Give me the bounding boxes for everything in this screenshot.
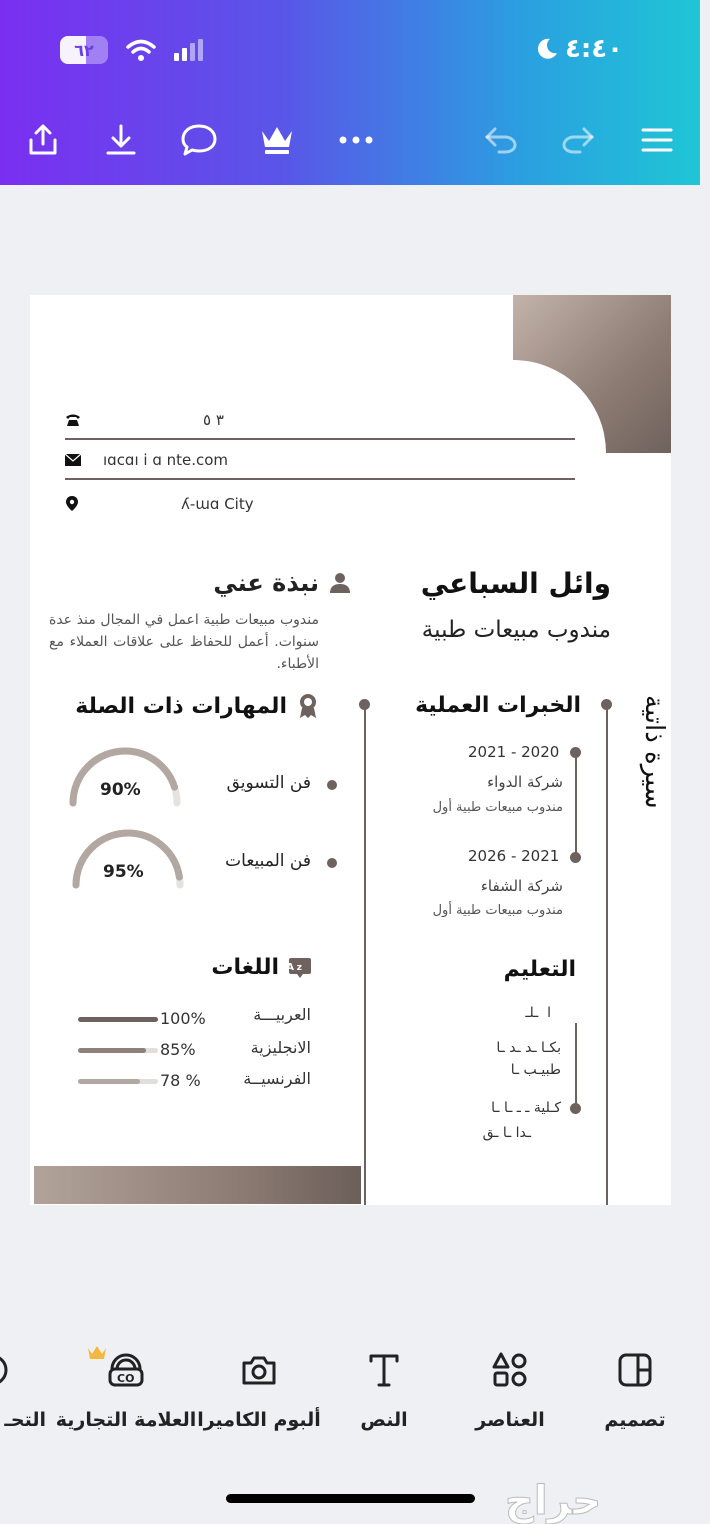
download-icon[interactable] bbox=[99, 118, 143, 162]
education-dot bbox=[570, 1103, 581, 1114]
resume-canvas[interactable]: ٣ ٥ ıɑcɑı i ɑ nte.com ʎ-ɯɑ City وائل السباعي مندوب مبيعات طبية نبذة عني مندوب مبيعات طبية اعمل في المجال منذ عدة سنوات. أعمل للحفاظ على علاقات العملاء مع الأطباء. سيرة ذاتية الخبرات العملية 2021 - 2020 شركة الدواء مندوب مبيعات طبية أول 2026 - 2021 شركة الشفاء مندوب مبيعات طبية أول التعليم ا ‌ ـلـ بكـا ـد ـد ـا طبيـب ـا كـلية ـ ـ ـا ـا ـدا ـا ـق المهارات ذات الصلة فن التسويق 90% فن المبيعات 95% A z اللغات العربيـــة 100% الانجليزية 85% الفرنسيــة 78 % bbox=[30, 295, 671, 1205]
about-heading: نبذة عني bbox=[213, 569, 351, 597]
language-bar bbox=[78, 1017, 158, 1022]
bottom-toolbar bbox=[0, 1345, 700, 1455]
language-percent: 78 % bbox=[160, 1071, 201, 1090]
divider bbox=[65, 478, 575, 480]
watermark: حراج bbox=[505, 1478, 602, 1524]
skill-gauge bbox=[68, 823, 188, 893]
design-icon bbox=[617, 1352, 653, 1388]
elements-icon bbox=[492, 1352, 528, 1388]
crown-icon[interactable] bbox=[255, 118, 299, 162]
moon-icon bbox=[535, 37, 559, 61]
language-percent: 85% bbox=[160, 1040, 196, 1059]
timeline-dot bbox=[601, 699, 612, 710]
camera-icon bbox=[241, 1354, 277, 1386]
job-role: مندوب مبيعات طبية أول bbox=[432, 903, 563, 918]
education-heading: التعليم bbox=[503, 957, 576, 982]
mail-icon bbox=[65, 454, 81, 466]
skill-percent: 95% bbox=[103, 862, 144, 882]
top-bar bbox=[0, 0, 700, 185]
nav-design[interactable]: تصميم bbox=[560, 1345, 710, 1431]
side-label: سيرة ذاتية bbox=[639, 695, 669, 809]
more-icon[interactable] bbox=[334, 118, 378, 162]
language-name: العربيـــة bbox=[253, 1005, 311, 1024]
wifi-icon bbox=[126, 38, 156, 62]
brand-icon bbox=[108, 1353, 144, 1387]
job-dot bbox=[570, 747, 581, 758]
nav-camera-roll[interactable]: ألبوم الكاميرا bbox=[184, 1345, 334, 1431]
job-company: شركة الشفاء bbox=[480, 877, 563, 895]
skill-percent: 90% bbox=[100, 780, 141, 800]
contact-phone: ٣ ٥ bbox=[65, 411, 224, 429]
language-name: الفرنسيــة bbox=[243, 1069, 311, 1088]
nav-text[interactable]: النص bbox=[309, 1345, 459, 1431]
badge-icon bbox=[297, 693, 319, 719]
language-bar bbox=[78, 1079, 158, 1084]
job-date: 2026 - 2021 bbox=[468, 847, 560, 865]
job-role: مندوب مبيعات طبية أول bbox=[432, 800, 563, 815]
candidate-title: مندوب مبيعات طبية bbox=[421, 617, 611, 643]
timeline-line bbox=[606, 705, 608, 1205]
signal-icon bbox=[174, 39, 204, 61]
more-tools-icon bbox=[0, 1352, 10, 1388]
home-indicator[interactable] bbox=[226, 1494, 475, 1503]
menu-icon[interactable] bbox=[635, 118, 679, 162]
phone-icon bbox=[65, 413, 81, 427]
decorative-band bbox=[34, 1166, 361, 1204]
column-divider bbox=[364, 705, 366, 1205]
share-icon[interactable] bbox=[21, 118, 65, 162]
battery-indicator: ٦٢ bbox=[60, 36, 108, 64]
status-time: ٤:٤٠ bbox=[535, 34, 623, 64]
status-indicators bbox=[60, 36, 204, 64]
language-bar bbox=[78, 1048, 158, 1053]
svg-text:A: A bbox=[286, 961, 294, 973]
job-dot bbox=[570, 852, 581, 863]
nav-brand[interactable]: CO العلامة التجارية bbox=[51, 1345, 201, 1431]
translate-icon bbox=[286, 958, 311, 978]
languages-heading: A z اللغات bbox=[211, 955, 311, 980]
nav-more-tools[interactable]: التحـ bbox=[0, 1345, 60, 1431]
location-icon bbox=[65, 496, 79, 512]
redo-icon[interactable] bbox=[556, 118, 600, 162]
job-company: شركة الدواء bbox=[487, 773, 563, 791]
experience-heading: الخبرات العملية bbox=[415, 693, 581, 718]
job-date: 2021 - 2020 bbox=[468, 743, 560, 761]
svg-text:CO: CO bbox=[117, 1372, 135, 1385]
skill-gauge bbox=[65, 741, 185, 811]
person-icon bbox=[329, 572, 351, 594]
language-percent: 100% bbox=[160, 1009, 206, 1028]
about-text: مندوب مبيعات طبية اعمل في المجال منذ عدة سنوات. أعمل للحفاظ على علاقات العملاء مع الأطباء. bbox=[49, 612, 319, 672]
undo-icon[interactable] bbox=[479, 118, 523, 162]
timeline-dot bbox=[359, 699, 370, 710]
candidate-name: وائل السباعي bbox=[420, 567, 611, 600]
skill-name: فن المبيعات bbox=[225, 851, 311, 871]
svg-text:z: z bbox=[296, 962, 302, 973]
text-icon bbox=[368, 1353, 400, 1387]
contact-address: ʎ-ɯɑ City bbox=[65, 495, 254, 513]
contact-email: ıɑcɑı i ɑ nte.com bbox=[65, 451, 228, 469]
nav-elements[interactable]: العناصر bbox=[435, 1345, 585, 1431]
divider bbox=[65, 438, 575, 440]
skill-name: فن التسويق bbox=[226, 773, 311, 793]
premium-crown-icon bbox=[87, 1345, 107, 1361]
language-name: الانجليزية bbox=[250, 1038, 311, 1057]
comment-icon[interactable] bbox=[177, 118, 221, 162]
skills-heading: المهارات ذات الصلة bbox=[75, 693, 319, 719]
